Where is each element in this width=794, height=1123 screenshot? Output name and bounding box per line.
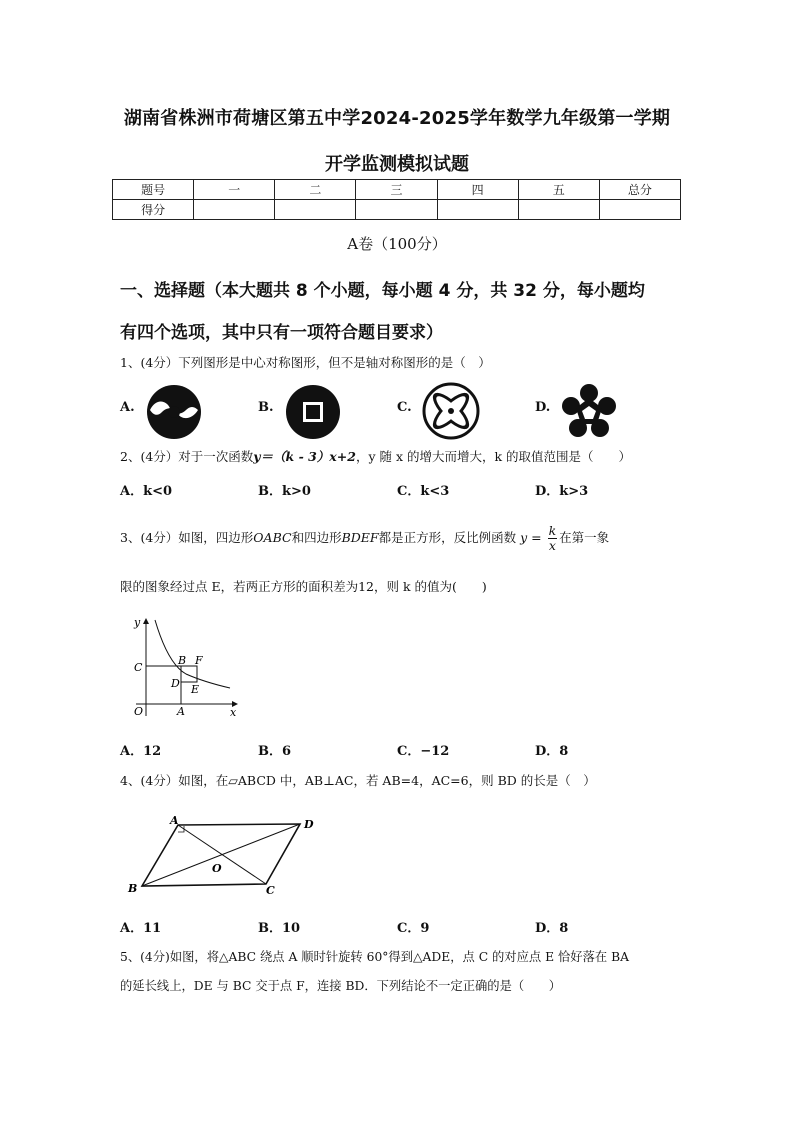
- swirl-circle-icon: [146, 384, 202, 440]
- score-table: [112, 179, 681, 220]
- option-b: B．6: [258, 744, 292, 759]
- option-c: C．k<3: [397, 484, 450, 499]
- vertex-b-label: B: [128, 882, 138, 895]
- option-a-label: A.: [120, 400, 135, 415]
- question-3-text-a: 3、(4分）如图，四边形: [120, 530, 254, 545]
- vertex-c-label: C: [266, 884, 275, 897]
- question-3-text-d: 在第一象: [559, 530, 610, 545]
- question-4-parallelogram-figure: [124, 810, 324, 900]
- exam-title-line1: 湖南省株洲市荷塘区第五中学2024-2025学年数学九年级第一学期: [123, 108, 671, 129]
- point-f-label: F: [195, 654, 203, 667]
- vertex-a-label: A: [170, 814, 179, 827]
- option-d: D．8: [535, 921, 569, 936]
- fraction-numerator: k: [548, 523, 557, 538]
- score-entry-cell[interactable]: [356, 200, 437, 220]
- exam-title-line2: 开学监测模拟试题: [325, 154, 469, 175]
- score-cell: 总分: [599, 180, 680, 200]
- option-b: B．k>0: [258, 484, 311, 499]
- section-a-heading: A卷（100分）: [347, 235, 447, 253]
- score-entry-cell[interactable]: [275, 200, 356, 220]
- option-b: B．10: [258, 921, 301, 936]
- score-cell: 二: [275, 180, 356, 200]
- option-c: C．9: [397, 921, 430, 936]
- question-3-text-c: 都是正方形，反比例函数: [378, 530, 517, 545]
- score-cell: 三: [356, 180, 437, 200]
- fraction-k-over-x: [548, 524, 558, 553]
- square-bdef-label: BDEF: [341, 530, 379, 545]
- point-e-label: E: [191, 683, 200, 696]
- option-d-label: D.: [535, 400, 551, 415]
- section-1-line2: 有四个选项，其中只有一项符合题目要求）: [120, 323, 443, 343]
- score-table-header-row: [113, 180, 681, 200]
- question-3-line1: [120, 524, 685, 553]
- question-3-figure: [128, 616, 240, 722]
- question-2-condition: ，y 随 x 的增大而增大，k 的取值范围是（ ）: [355, 449, 632, 464]
- score-entry-cell[interactable]: [437, 200, 518, 220]
- center-o-label: O: [212, 862, 222, 875]
- section-1-heading: [120, 270, 690, 354]
- section-1-line1: 一、选择题（本大题共 8 个小题，每小题 4 分，共 32 分，每小题均: [120, 281, 645, 301]
- point-o-label: O: [134, 705, 144, 718]
- option-c-label: C.: [397, 400, 412, 415]
- question-2-function: y＝（k - 3）x+2: [253, 449, 356, 464]
- point-d-label: D: [171, 677, 180, 690]
- four-petal-circle-icon: [422, 382, 480, 440]
- option-d: D．8: [535, 744, 569, 759]
- point-a-label: A: [177, 705, 185, 718]
- score-entry-cell[interactable]: [194, 200, 275, 220]
- option-a: A．11: [120, 921, 162, 936]
- option-b-label: B.: [258, 400, 274, 415]
- fraction-denominator: x: [548, 538, 556, 553]
- axis-y-label: y: [134, 616, 141, 629]
- score-cell: 题号: [113, 180, 194, 200]
- square-oabc-label: OABC: [253, 530, 292, 545]
- score-entry-cell[interactable]: [518, 200, 599, 220]
- question-5-line1: 5、(4分)如图，将△ABC 绕点 A 顺时针旋转 60°得到△ADE，点 C 的对应点 E 恰好落在 BA: [120, 950, 630, 964]
- score-cell: 得分: [113, 200, 194, 220]
- point-c-label: C: [134, 661, 143, 674]
- score-entry-cell[interactable]: [599, 200, 680, 220]
- option-a: A．12: [120, 744, 162, 759]
- question-5-line2: 的延长线上，DE 与 BC 交于点 F，连接 BD．下列结论不一定正确的是（ ）: [120, 979, 562, 993]
- score-cell: 一: [194, 180, 275, 200]
- option-d: D．k>3: [535, 484, 589, 499]
- question-2-text: [120, 446, 685, 468]
- question-2-prefix: 2、(4分）对于一次函数: [120, 449, 254, 464]
- coin-square-hole-icon: [285, 384, 341, 440]
- question-3-text-b: 和四边形: [291, 530, 342, 545]
- option-c: C．−12: [397, 744, 450, 759]
- option-a: A．k<0: [120, 484, 173, 499]
- point-b-label: B: [178, 654, 187, 667]
- score-cell: 四: [437, 180, 518, 200]
- question-1-text: 1、(4分）下列图形是中心对称图形，但不是轴对称图形的是（ ）: [120, 355, 491, 370]
- vertex-d-label: D: [304, 818, 314, 831]
- function-y-equals: y =: [520, 530, 542, 545]
- question-4-text: 4、(4分）如图，在▱ABCD 中，AB⊥AC，若 AB=4，AC=6，则 BD 的长是（ ）: [120, 773, 596, 788]
- score-cell: 五: [518, 180, 599, 200]
- question-3-line2: 限的图象经过点 E，若两正方形的面积差为12，则 k 的值为( ): [120, 579, 487, 594]
- axis-x-label: x: [230, 706, 237, 719]
- score-table-score-row: [113, 200, 681, 220]
- pentagon-petal-icon: [561, 384, 617, 440]
